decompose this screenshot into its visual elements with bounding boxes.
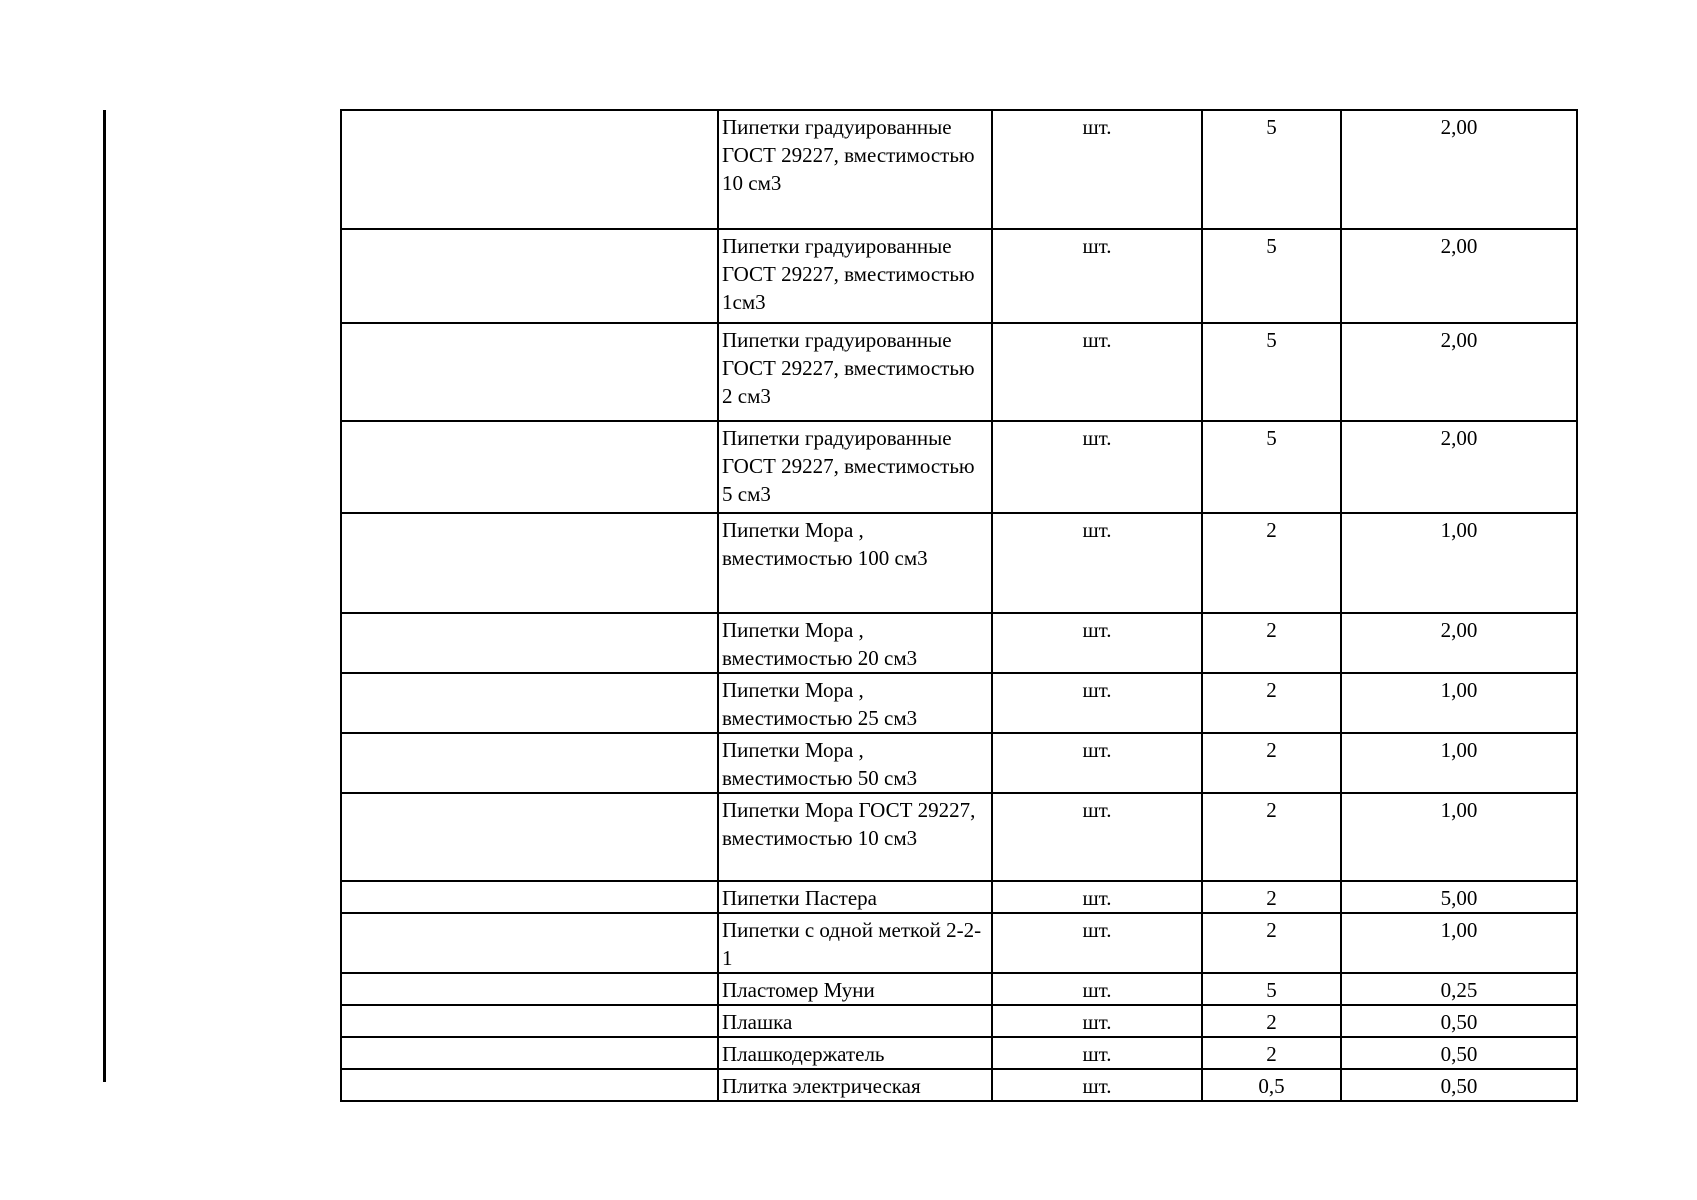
quantity-cell: 5 [1202,229,1341,323]
unit-cell: шт. [992,613,1202,673]
quantity-cell: 2 [1202,513,1341,613]
quantity-cell: 5 [1202,110,1341,229]
item-name-cell: Пипетки Мора , вместимостью 20 см3 [718,613,992,673]
unit-cell: шт. [992,110,1202,229]
item-name-cell: Пипетки градуированные ГОСТ 29227, вместимостью 2 см3 [718,323,992,421]
table-row [341,1005,1577,1037]
table-row [341,1037,1577,1069]
item-name-cell: Пипетки градуированные ГОСТ 29227, вместимостью 10 см3 [718,110,992,229]
norm-cell: 1,00 [1341,673,1577,733]
norm-cell: 1,00 [1341,733,1577,793]
item-name-cell: Пластомер Муни [718,973,992,1005]
norm-cell: 5,00 [1341,881,1577,913]
table-row [341,1069,1577,1101]
item-name-cell: Пипетки Мора , вместимостью 100 см3 [718,513,992,613]
item-name-cell: Пипетки с одной меткой 2-2-1 [718,913,992,973]
unit-cell: шт. [992,1005,1202,1037]
inventory-table [340,109,1578,1102]
code-cell [341,881,718,913]
unit-cell: шт. [992,881,1202,913]
item-name-cell: Пипетки Мора , вместимостью 50 см3 [718,733,992,793]
norm-cell: 2,00 [1341,110,1577,229]
margin-line [103,110,106,1082]
item-name-cell: Плитка электрическая [718,1069,992,1101]
unit-cell: шт. [992,1037,1202,1069]
unit-cell: шт. [992,229,1202,323]
norm-cell: 1,00 [1341,913,1577,973]
table-row [341,613,1577,673]
table-row [341,881,1577,913]
quantity-cell: 2 [1202,613,1341,673]
table-row [341,913,1577,973]
norm-cell: 2,00 [1341,323,1577,421]
item-name-cell: Пипетки градуированные ГОСТ 29227, вместимостью 1см3 [718,229,992,323]
unit-cell: шт. [992,733,1202,793]
quantity-cell: 2 [1202,673,1341,733]
table-row [341,733,1577,793]
norm-cell: 1,00 [1341,513,1577,613]
item-name-cell: Пипетки Мора ГОСТ 29227, вместимостью 10 см3 [718,793,992,881]
item-name-cell: Пипетки градуированные ГОСТ 29227, вместимостью 5 см3 [718,421,992,513]
quantity-cell: 5 [1202,973,1341,1005]
table-row [341,229,1577,323]
quantity-cell: 2 [1202,1005,1341,1037]
norm-cell: 2,00 [1341,421,1577,513]
unit-cell: шт. [992,793,1202,881]
code-cell [341,421,718,513]
code-cell [341,733,718,793]
quantity-cell: 5 [1202,323,1341,421]
unit-cell: шт. [992,973,1202,1005]
code-cell [341,229,718,323]
quantity-cell: 5 [1202,421,1341,513]
code-cell [341,513,718,613]
table-row [341,513,1577,613]
code-cell [341,913,718,973]
quantity-cell: 2 [1202,733,1341,793]
quantity-cell: 2 [1202,913,1341,973]
unit-cell: шт. [992,513,1202,613]
norm-cell: 0,50 [1341,1005,1577,1037]
quantity-cell: 2 [1202,881,1341,913]
norm-cell: 2,00 [1341,229,1577,323]
unit-cell: шт. [992,421,1202,513]
norm-cell: 1,00 [1341,793,1577,881]
table-row [341,973,1577,1005]
code-cell [341,323,718,421]
norm-cell: 0,50 [1341,1069,1577,1101]
quantity-cell: 0,5 [1202,1069,1341,1101]
code-cell [341,1069,718,1101]
table-row [341,673,1577,733]
norm-cell: 2,00 [1341,613,1577,673]
table-row [341,793,1577,881]
item-name-cell: Плашкодержатель [718,1037,992,1069]
code-cell [341,1037,718,1069]
table-row [341,323,1577,421]
item-name-cell: Плашка [718,1005,992,1037]
quantity-cell: 2 [1202,1037,1341,1069]
code-cell [341,673,718,733]
unit-cell: шт. [992,1069,1202,1101]
unit-cell: шт. [992,673,1202,733]
unit-cell: шт. [992,913,1202,973]
item-name-cell: Пипетки Мора , вместимостью 25 см3 [718,673,992,733]
code-cell [341,110,718,229]
table-row [341,110,1577,229]
table-row [341,421,1577,513]
code-cell [341,613,718,673]
code-cell [341,1005,718,1037]
item-name-cell: Пипетки Пастера [718,881,992,913]
code-cell [341,793,718,881]
norm-cell: 0,25 [1341,973,1577,1005]
quantity-cell: 2 [1202,793,1341,881]
unit-cell: шт. [992,323,1202,421]
code-cell [341,973,718,1005]
norm-cell: 0,50 [1341,1037,1577,1069]
